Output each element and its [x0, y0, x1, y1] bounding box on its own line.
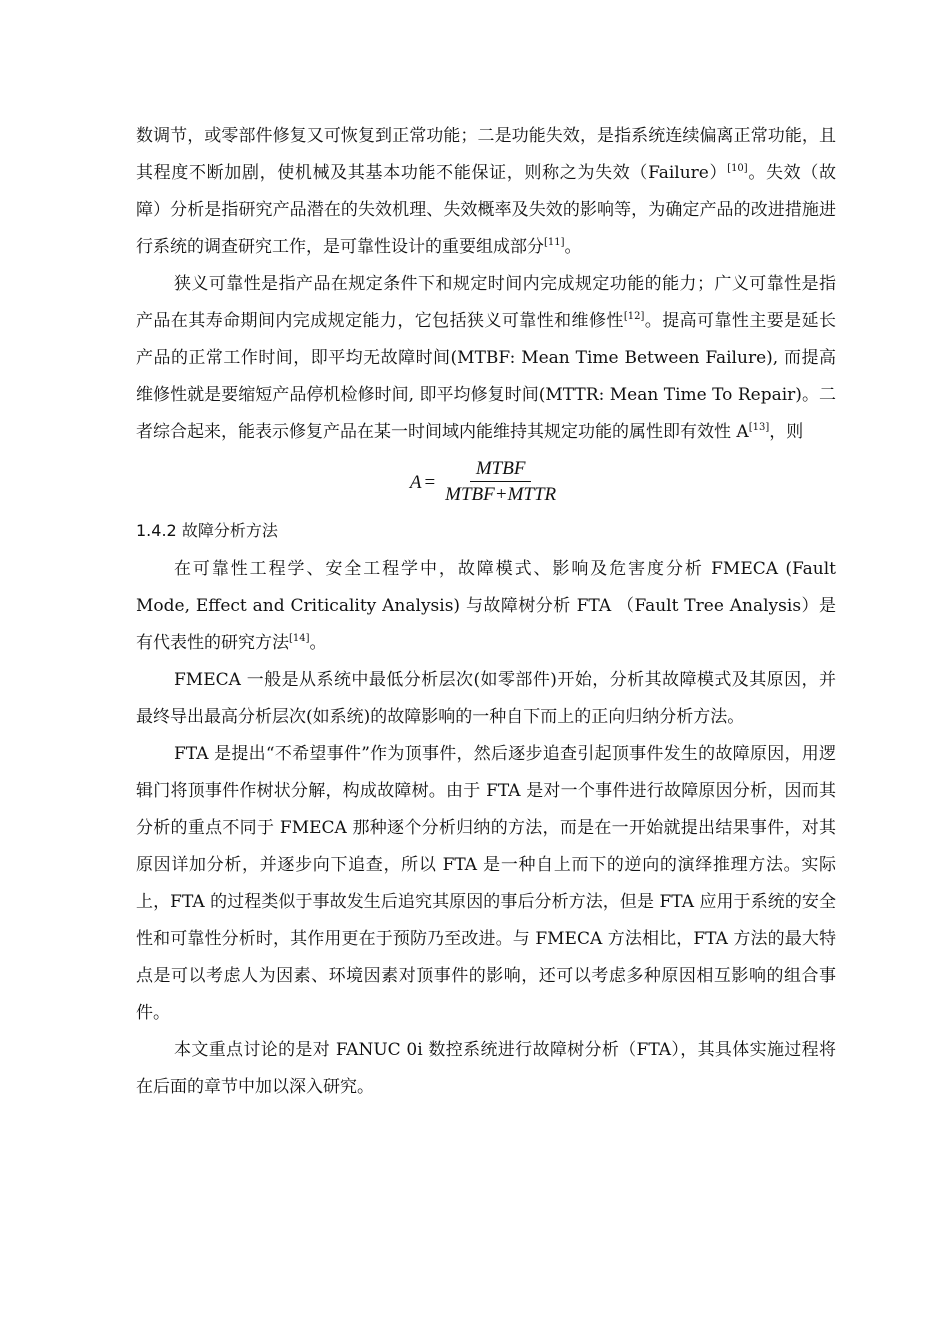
availability-formula: [136, 453, 836, 511]
section-title: 故障分析方法: [181, 521, 278, 540]
paragraph-text: 。提高可靠性主要是延长产品的正常工作时间，即平均无故障时间(MTBF: Mean Time Between Failure), 而提高维修性就是要缩短产品停机检修时间, 即平均修复时间(MTTR: Mean Time To Repair)。二者综合起来，能表示修复产品在某一时间域内能维持其规定功能的属性即有效性 A: [136, 311, 837, 442]
paragraph-5: [136, 736, 836, 1032]
document-page: [136, 118, 836, 1106]
paragraph-text: 。: [564, 237, 582, 257]
paragraph-text: FMECA 一般是从系统中最低分析层次(如零部件)开始，分析其故障模式及其原因，并最终导出最高分析层次(如系统)的故障影响的一种自下而上的正向归纳分析方法。: [136, 670, 836, 727]
formula-fraction: [439, 457, 562, 508]
citation-ref: [10]: [727, 163, 748, 174]
paragraph-text: 在可靠性工程学、安全工程学中，故障模式、影响及危害度分析 FMECA (Fault Mode, Effect and Criticality Analysis) 与故障树分析 FTA （Fault Tree Analysis）是有代表性的研究方法: [136, 559, 836, 653]
formula-numerator: MTBF: [470, 457, 532, 482]
citation-ref: [14]: [289, 633, 310, 644]
section-number: 1.4.2: [136, 521, 177, 540]
paragraph-text: 狭义可靠性是指产品在规定条件下和规定时间内完成规定功能的能力；广义可靠性是指产品在其寿命期间内完成规定能力，它包括狭义可靠性和维修性: [136, 274, 836, 331]
citation-ref: [12]: [623, 311, 645, 322]
formula-denominator: MTBF+MTTR: [445, 483, 557, 505]
section-heading: [136, 511, 836, 551]
paragraph-text: ，则: [769, 422, 804, 442]
paragraph-text: 。失效（故障）分析是指研究产品潜在的失效机理、失效概率及失效的影响等，为确定产品的改进措施进行系统的调查研究工作，是可靠性设计的重要组成部分: [136, 163, 836, 257]
paragraph-text: 本文重点讨论的是对 FANUC 0i 数控系统进行故障树分析（FTA），其具体实施过程将在后面的章节中加以深入研究。: [136, 1040, 836, 1097]
citation-ref: [11]: [544, 237, 565, 248]
paragraph-6: [136, 1032, 836, 1106]
paragraph-4: [136, 662, 836, 736]
paragraph-2: [136, 266, 836, 451]
formula-equals: =: [424, 471, 436, 493]
paragraph-text: FTA 是提出“不希望事件”作为顶事件，然后逐步追查引起顶事件发生的故障原因，用逻辑门将顶事件作树状分解，构成故障树。由于 FTA 是对一个事件进行故障原因分析，因而其分析的重点不同于 FMECA 那种逐个分析归纳的方法，而是在一开始就提出结果事件，对其原因详加分析，并逐步向下追查，所以 FTA 是一种自上而下的逆向的演绎推理方法。实际上，FTA 的过程类似于事故发生后追究其原因的事后分析方法，但是 FTA 应用于系统的安全性和可靠性分析时，其作用更在于预防乃至改进。与 FMECA 方法相比，FTA 方法的最大特点是可以考虑人为因素、环境因素对顶事件的影响，还可以考虑多种原因相互影响的组合事件。: [136, 744, 836, 1023]
citation-ref: [13]: [748, 422, 770, 433]
formula-lhs: A: [409, 471, 422, 493]
paragraph-3: [136, 551, 836, 662]
paragraph-text: 。: [309, 633, 327, 653]
paragraph-text: 数调节，或零部件修复又可恢复到正常功能；二是功能失效，是指系统连续偏离正常功能，且其程度不断加剧，使机械及其基本功能不能保证，则称之为失效（Failure）: [136, 126, 836, 183]
paragraph-1: [136, 118, 836, 266]
